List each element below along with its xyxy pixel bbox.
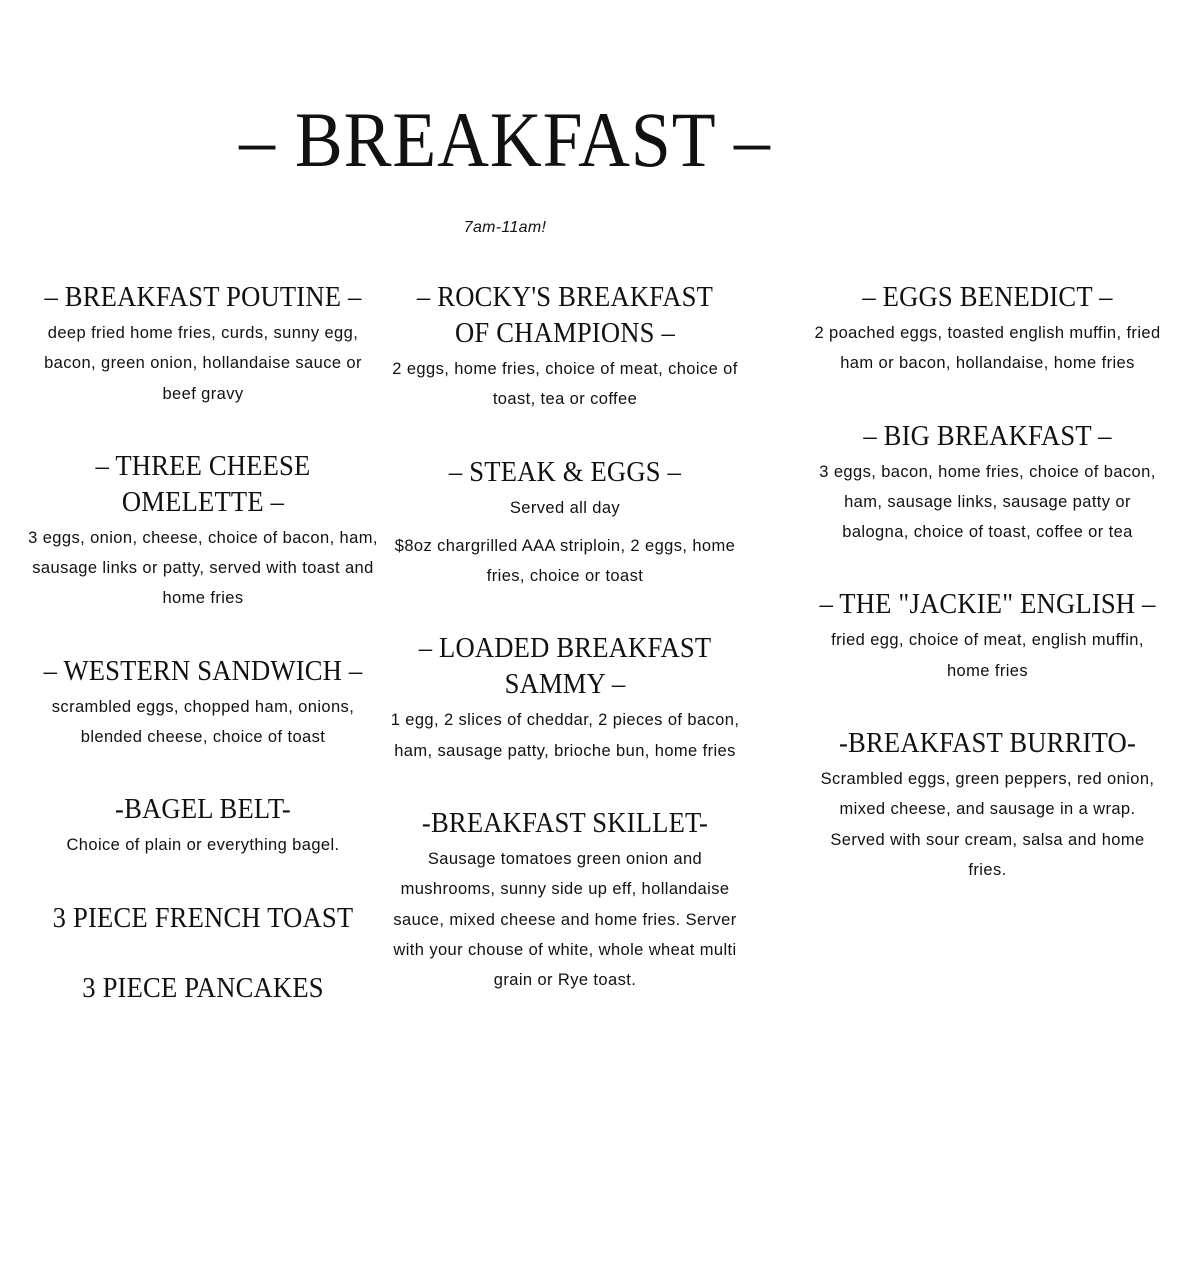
menu-item-pancakes	[28, 971, 378, 1007]
menu-item-big-breakfast	[810, 419, 1165, 548]
menu-item-french-toast	[28, 901, 378, 937]
menu-item-eggs-benedict	[810, 280, 1165, 379]
item-description: 3 eggs, bacon, home fries, choice of bacon, ham, sausage links, sausage patty or balogna, choice of toast, coffee or tea	[819, 462, 1156, 542]
menu-item-breakfast-skillet	[390, 806, 740, 995]
menu-item-breakfast-poutine	[28, 280, 378, 409]
menu-column-3	[810, 280, 1165, 885]
item-name: – EGGS BENEDICT –	[862, 282, 1113, 313]
item-name: – LOADED BREAKFAST SAMMY –	[418, 633, 712, 701]
item-name: -BREAKFAST BURRITO-	[839, 728, 1136, 760]
item-name: – BREAKFAST POUTINE –	[44, 282, 362, 313]
menu-item-loaded-breakfast-sammy	[390, 631, 740, 766]
item-name: -BAGEL BELT-	[115, 794, 291, 826]
menu-item-rockys-breakfast	[390, 280, 740, 415]
page-header	[0, 92, 1010, 188]
item-name: – THREE CHEESE OMELETTE –	[95, 450, 311, 518]
item-name: – THE "JACKIE" ENGLISH –	[819, 589, 1156, 621]
item-name: – STEAK & EGGS –	[448, 456, 682, 488]
item-name: 3 PIECE FRENCH TOAST	[52, 902, 354, 934]
item-description: 3 eggs, onion, cheese, choice of bacon, ham, sausage links or patty, served with toast and home fries	[28, 528, 378, 608]
item-name: – ROCKY'S BREAKFAST OF CHAMPIONS –	[416, 282, 714, 349]
item-name: -BREAKFAST SKILLET-	[421, 808, 709, 840]
page-title: – BREAKFAST –	[239, 96, 771, 183]
item-description: deep fried home fries, curds, sunny egg, bacon, green onion, hollandaise sauce or beef gravy	[44, 324, 362, 403]
item-description: 2 poached eggs, toasted english muffin, fried ham or bacon, hollandaise, home fries	[814, 324, 1161, 373]
item-description: $8oz chargrilled AAA striploin, 2 eggs, home fries, choice or toast	[394, 536, 736, 586]
menu-column-2	[390, 280, 740, 996]
hours-text: 7am-11am!	[463, 219, 547, 236]
menu-item-steak-and-eggs	[390, 455, 740, 592]
item-description: 2 eggs, home fries, choice of meat, choice of toast, tea or coffee	[392, 360, 738, 409]
item-description: fried egg, choice of meat, english muffin, home fries	[831, 631, 1144, 680]
item-description: 1 egg, 2 slices of cheddar, 2 pieces of bacon, ham, sausage patty, brioche bun, home fries	[390, 711, 740, 760]
item-description: Scrambled eggs, green peppers, red onion, mixed cheese, and sausage in a wrap. Served with sour cream, salsa and home fries.	[820, 770, 1155, 879]
menu-item-jackie-english	[810, 587, 1165, 686]
item-description: Sausage tomatoes green onion and mushrooms, sunny side up eff, hollandaise sauce, mixed cheese and home fries. Server with your chouse of white, whole wheat multi grain or Rye toast.	[393, 850, 737, 990]
item-note: Served all day	[509, 498, 621, 517]
item-name: – BIG BREAKFAST –	[863, 420, 1112, 452]
menu-item-three-cheese-omelette	[28, 449, 378, 614]
menu-column-1	[28, 280, 378, 1007]
menu-item-bagel-belt	[28, 792, 378, 860]
item-description: Choice of plain or everything bagel.	[66, 836, 340, 855]
menu-item-breakfast-burrito	[810, 726, 1165, 885]
item-description: scrambled eggs, chopped ham, onions, blended cheese, choice of toast	[51, 697, 355, 747]
item-name: 3 PIECE PANCAKES	[82, 972, 324, 1004]
menu-item-western-sandwich	[28, 654, 378, 753]
item-name: – WESTERN SANDWICH –	[43, 655, 363, 687]
